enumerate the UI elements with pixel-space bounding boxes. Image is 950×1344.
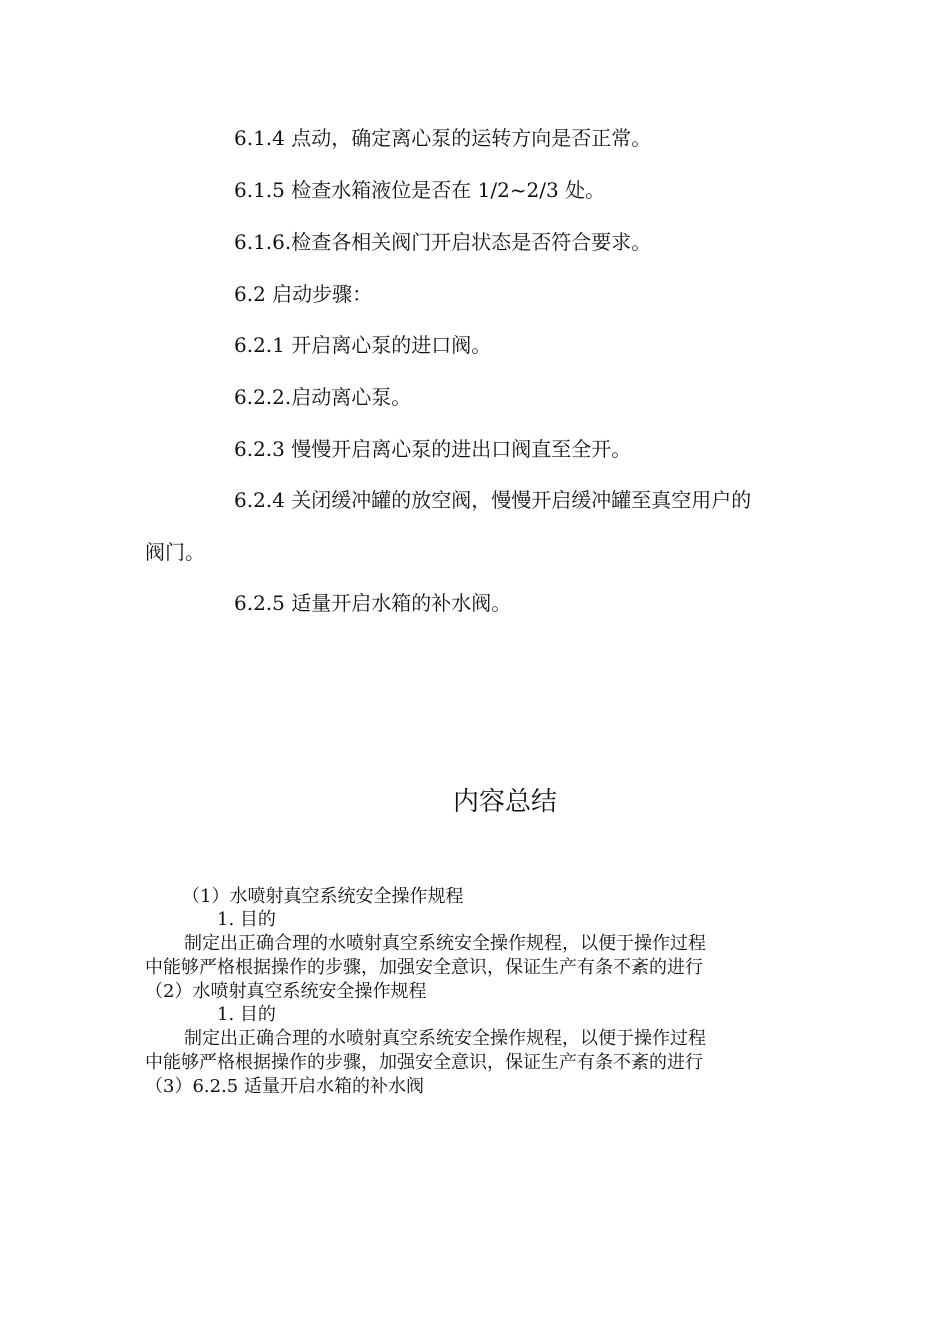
- summary-item-2-sub: 1. 目的: [217, 1004, 276, 1025]
- step-6-1-5: 6.1.5 检查水箱液位是否在 1/2~2/3 处。: [234, 178, 606, 202]
- summary-item-3-heading: （3）6.2.5 适量开启水箱的补水阀: [145, 1076, 424, 1097]
- step-6-2-4-line2: 阀门。: [145, 540, 205, 564]
- summary-item-2-line1: 制定出正确合理的水喷射真空系统安全操作规程，以便于操作过程: [184, 1028, 706, 1049]
- step-6-2-4-line1: 6.2.4 关闭缓冲罐的放空阀，慢慢开启缓冲罐至真空用户的: [234, 488, 752, 512]
- summary-item-2-line2: 中能够严格根据操作的步骤，加强安全意识，保证生产有条不紊的进行: [145, 1052, 703, 1073]
- summary-item-2-heading: （2）水喷射真空系统安全操作规程: [145, 981, 427, 1002]
- step-6-1-6: 6.1.6.检查各相关阀门开启状态是否符合要求。: [234, 230, 652, 254]
- summary-title: 内容总结: [452, 787, 557, 817]
- step-6-2-heading: 6.2 启动步骤：: [234, 282, 373, 306]
- step-6-2-1: 6.2.1 开启离心泵的进口阀。: [234, 333, 492, 357]
- step-6-2-5: 6.2.5 适量开启水箱的补水阀。: [234, 591, 512, 615]
- step-6-1-4: 6.1.4 点动，确定离心泵的运转方向是否正常。: [234, 126, 652, 150]
- step-6-2-3: 6.2.3 慢慢开启离心泵的进出口阀直至全开。: [234, 437, 632, 461]
- step-6-2-2: 6.2.2.启动离心泵。: [234, 385, 412, 409]
- summary-item-1-line2: 中能够严格根据操作的步骤，加强安全意识，保证生产有条不紊的进行: [145, 957, 703, 978]
- summary-item-1-heading: （1）水喷射真空系统安全操作规程: [182, 886, 464, 907]
- summary-item-1-sub: 1. 目的: [217, 909, 276, 930]
- summary-item-1-line1: 制定出正确合理的水喷射真空系统安全操作规程，以便于操作过程: [184, 933, 706, 954]
